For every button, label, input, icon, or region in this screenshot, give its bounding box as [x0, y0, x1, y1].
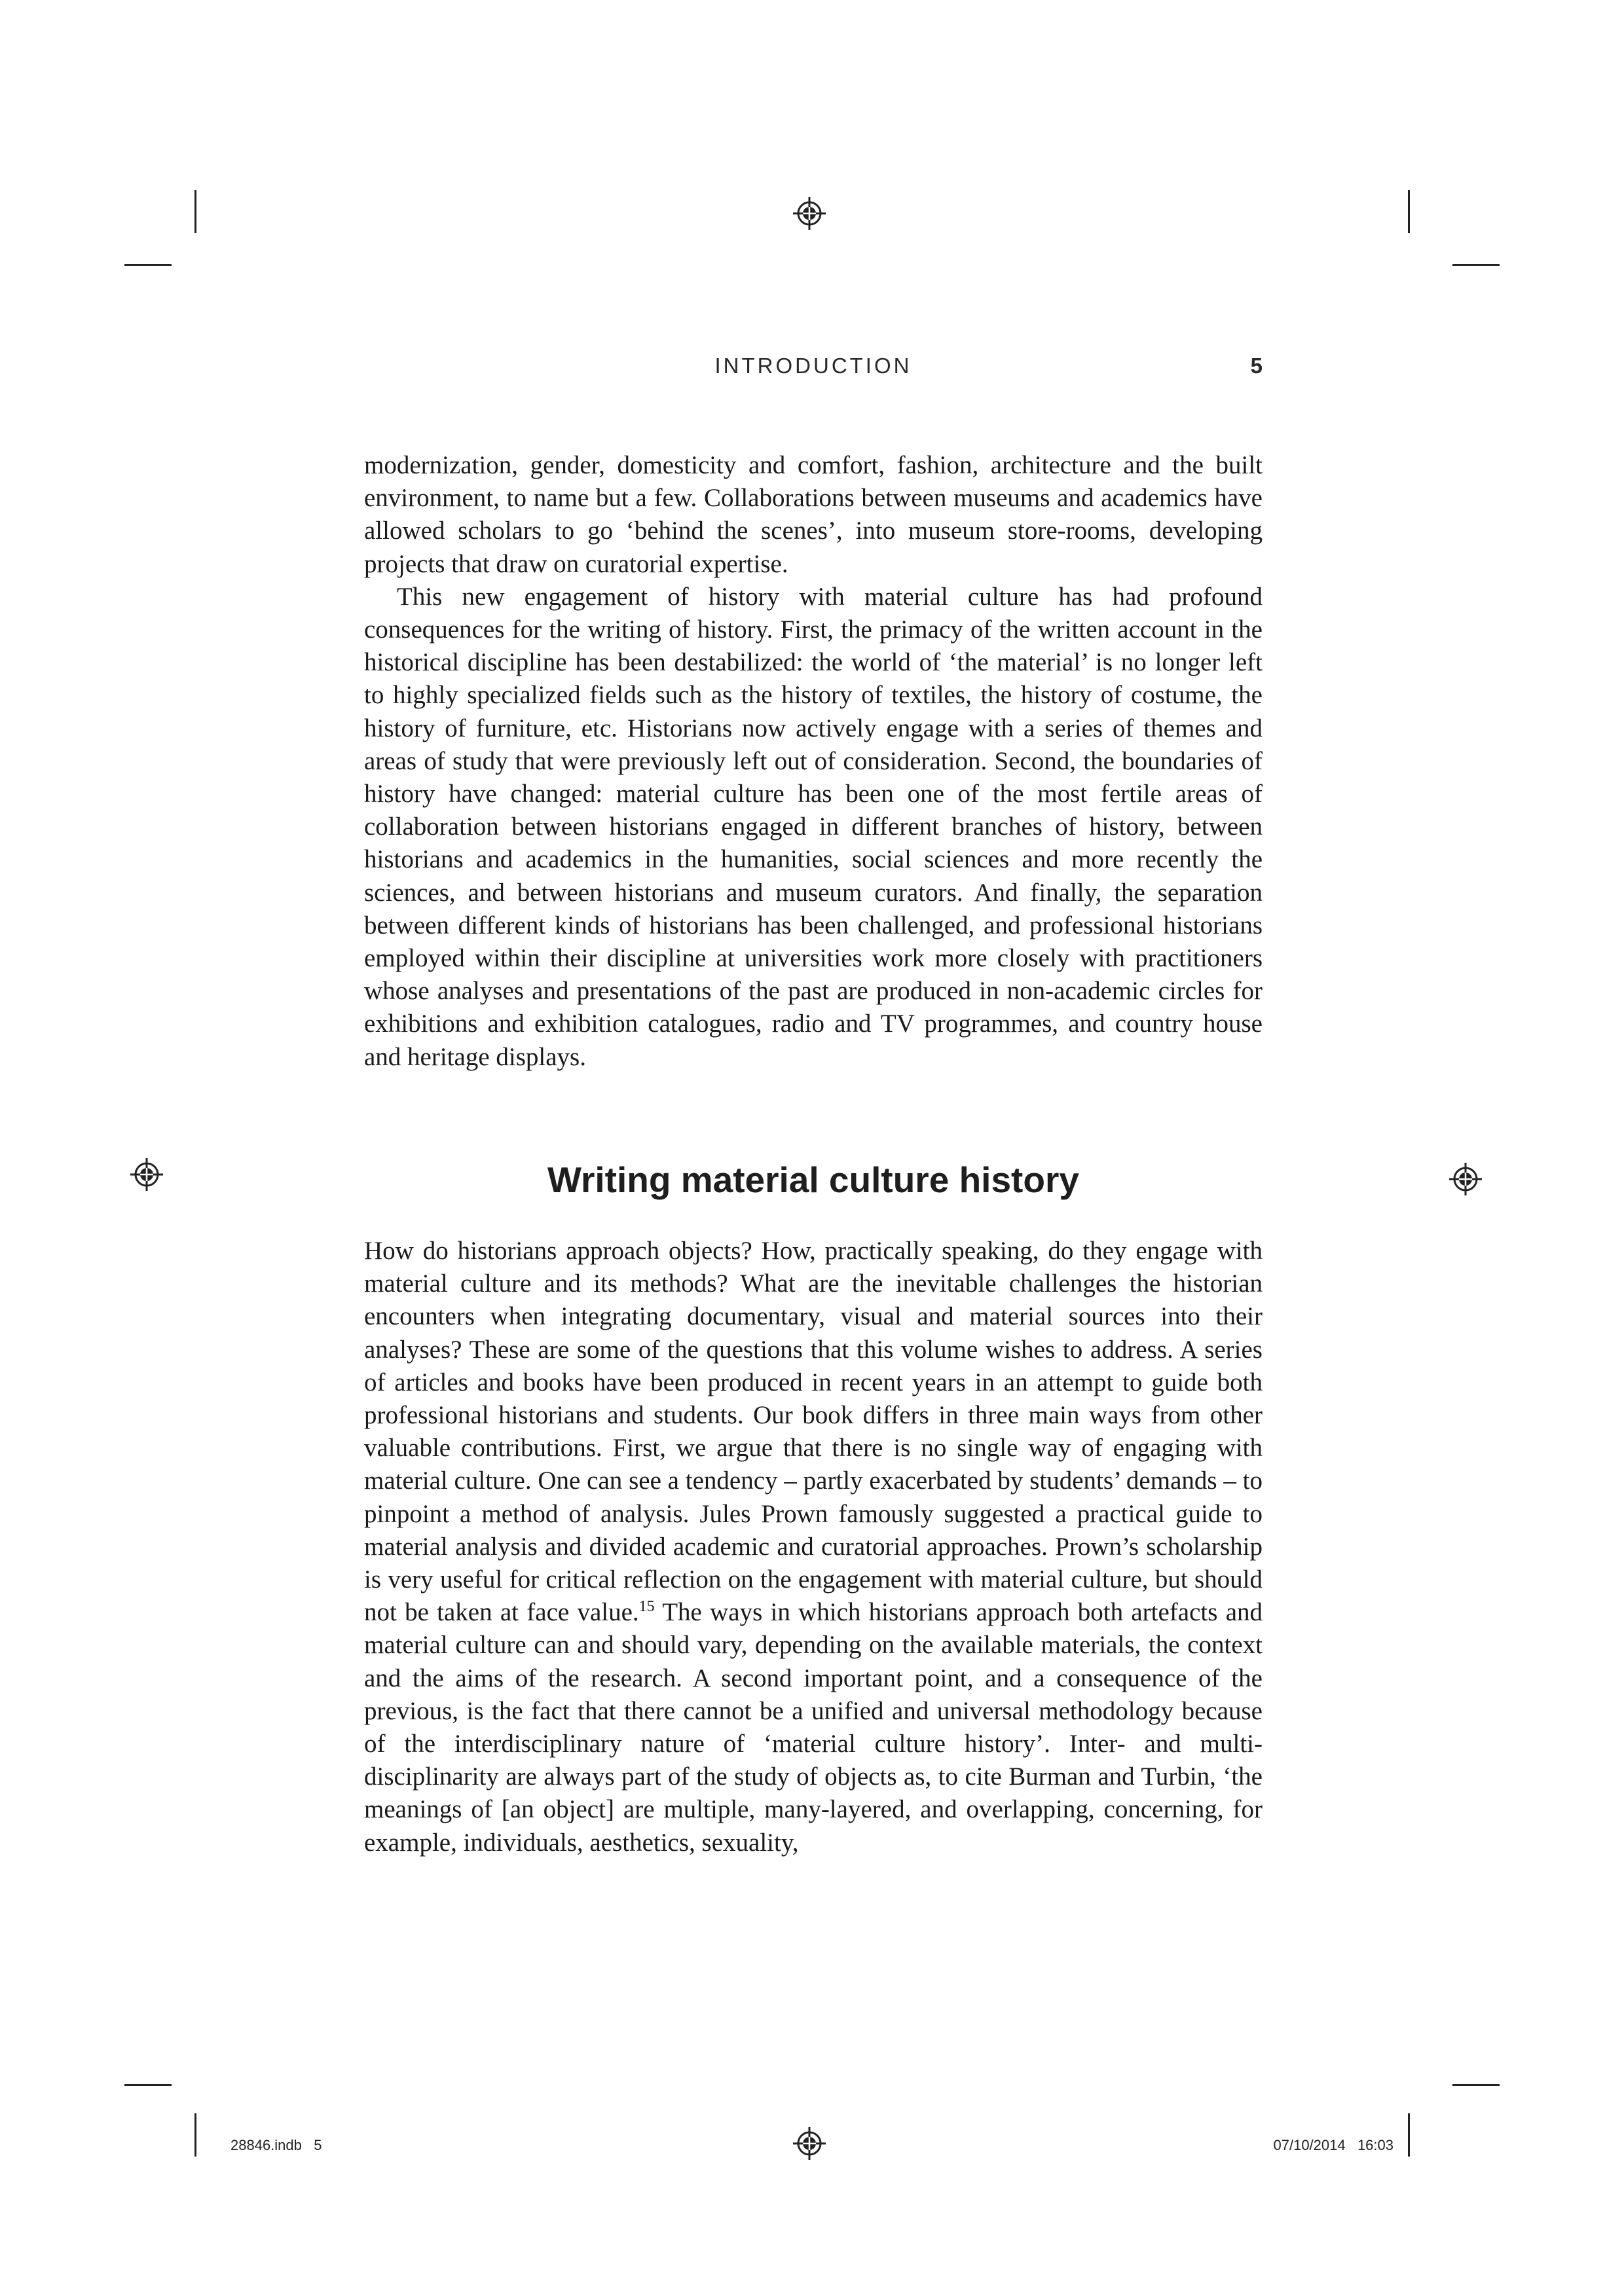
crop-mark-top-left-vertical	[194, 190, 196, 233]
running-head-title: INTRODUCTION	[714, 354, 912, 378]
section-heading: Writing material culture history	[547, 1159, 1079, 1200]
slug-timestamp: 07/10/2014 16:03	[1273, 2137, 1393, 2153]
slug-file-name: 28846.indb 5	[231, 2137, 322, 2153]
crop-mark-bottom-left-vertical	[194, 2113, 196, 2157]
paragraph-writing-history	[364, 1235, 1263, 1859]
paragraph-text-part1: How do historians approach objects? How, practically speaking, do they engage with material culture and its methods? What are the inevitable challenges the historian encounters when integrating documentary, visual and material sources into their analyses? These are some of the questions that this volume wishes to address. A series of articles and books have been produced in recent years in an attempt to guide both professional historians and students. Our book differs in three main ways from other valuable contributions. First, we argue that there is no single way of engaging with material culture. One can see a tendency – partly exacerbated by students’ demands – to pinpoint a method of analysis. Jules Prown famously suggested a practical guide to material analysis and divided academic and curatorial approaches. Prown’s scholarship is very useful for critical reflection on the engagement with material culture, but should not be taken at face value.	[364, 1237, 1263, 1627]
crop-mark-bottom-right-horizontal	[1452, 2084, 1500, 2086]
body-text-lower	[364, 1235, 1263, 1859]
page-number: 5	[1250, 354, 1263, 378]
running-head	[364, 354, 1263, 386]
body-text-upper	[364, 449, 1263, 1074]
paragraph-continued: modernization, gender, domesticity and comfort, fashion, architecture and the built environment, to name but a few. Collaborations between museums and academics have allowed scholars to go ‘behind the scenes’, into museum store-rooms, developing projects that draw on curatorial expertise.	[364, 451, 1263, 578]
crop-mark-bottom-right-vertical	[1408, 2113, 1410, 2157]
registration-mark-right-icon	[1447, 1161, 1484, 1197]
registration-mark-bottom-icon	[791, 2125, 828, 2162]
crop-mark-top-right-horizontal	[1452, 264, 1500, 266]
footnote-reference: 15	[638, 1598, 655, 1616]
crop-mark-top-right-vertical	[1408, 190, 1410, 233]
paragraph-text-part2: The ways in which historians approach both artefacts and material culture can and should vary, depending on the available materials, the context and the aims of the research. A second important point, and a consequence of the previous, is the fact that there cannot be a unified and universal methodology because of the interdisciplinary nature of ‘material culture history’. Inter- and multi-disciplinarity are always part of the study of objects as, to cite Burman and Turbin, ‘the meanings of [an object] are multiple, many-layered, and overlapping, concerning, for example, individuals, aesthetics, sexuality,	[364, 1598, 1263, 1857]
paragraph-engagement: This new engagement of history with material culture has had profound consequences for the writing of history. First, the primacy of the written account in the historical discipline has been destabilized: the world of ‘the material’ is no longer left to highly specialized fields such as the history of textiles, the history of costume, the history of furniture, etc. Historians now actively engage with a series of themes and areas of study that were previously left out of consideration. Second, the boundaries of history have changed: material culture has been one of the most fertile areas of collaboration between historians engaged in different branches of history, between historians and academics in the humanities, social sciences and more recently the sciences, and between historians and museum curators. And finally, the separation between different kinds of historians has been challenged, and professional historians employed within their discipline at universities work more closely with practitioners whose analyses and presentations of the past are produced in non-academic circles for exhibitions and exhibition catalogues, radio and TV programmes, and country house and heritage displays.	[364, 582, 1263, 1071]
crop-mark-bottom-left-horizontal	[124, 2084, 172, 2086]
registration-mark-left-icon	[128, 1156, 165, 1193]
registration-mark-top-icon	[791, 195, 828, 232]
crop-mark-top-left-horizontal	[124, 264, 172, 266]
